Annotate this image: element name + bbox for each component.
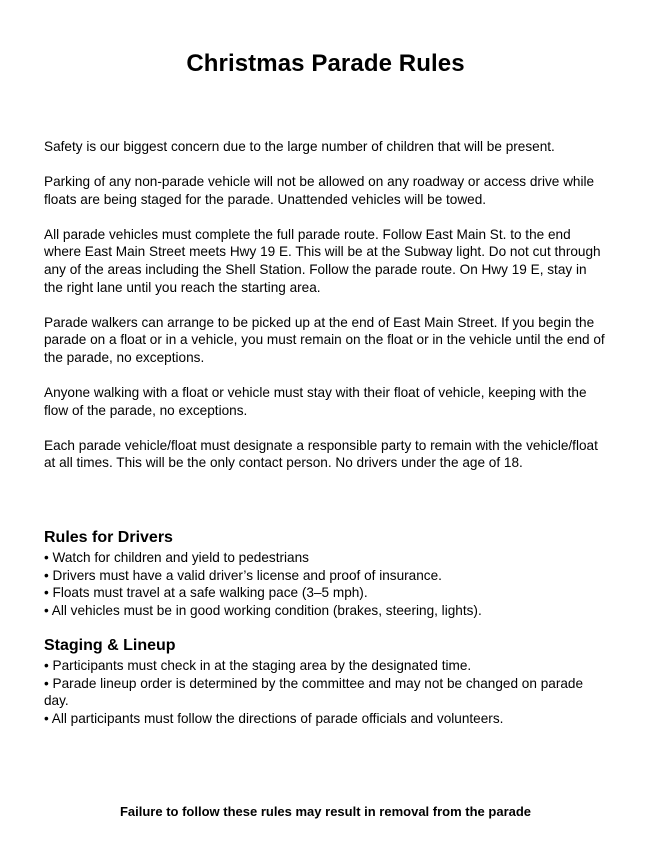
paragraph-route: All parade vehicles must complete the full parade route. Follow East Main St. to the end where East Main Street meets Hwy 19 E. This will be at the Subway light. Do not cut through any of the areas including the Shell Station. Follow the parade route. On Hwy 19 E, stay in the right lane until you reach the starting area.	[44, 226, 601, 295]
footer-warning: Failure to follow these rules may result in removal from the parade	[119, 804, 532, 819]
drivers-section	[44, 528, 607, 619]
bullet-icon: •	[44, 710, 49, 726]
paragraph-responsible-party: Each parade vehicle/float must designate a responsible party to remain with the vehicle/float at all times. This will be the only contact person. No drivers under the age of 18.	[44, 437, 598, 471]
staging-heading: Staging & Lineup	[44, 637, 176, 654]
rules-body	[44, 138, 607, 489]
list-item-text: All vehicles must be in good working condition (brakes, steering, lights).	[51, 602, 482, 618]
list-item-text: All participants must follow the directions of parade officials and volunteers.	[51, 710, 504, 726]
paragraph-parking: Parking of any non-parade vehicle will not be allowed on any roadway or access drive while floats are being staged for the parade. Unattended vehicles will be towed.	[44, 174, 595, 207]
list-item-text: Participants must check in at the staging area by the designated time.	[52, 658, 472, 673]
drivers-rule-list	[44, 549, 607, 619]
list-item-text: Drivers must have a valid driver’s license and proof of insurance.	[52, 567, 442, 583]
page-title: Christmas Parade Rules	[186, 50, 465, 77]
paragraph-walkers: Parade walkers can arrange to be picked up at the end of East Main Street. If you begin the parade on a float or in a vehicle, you must remain on the float or in the vehicle until the end of the parade, no exceptions.	[44, 314, 605, 365]
list-item	[44, 549, 607, 567]
list-item	[44, 657, 607, 675]
list-item	[44, 602, 607, 620]
bullet-icon: •	[44, 675, 49, 691]
list-item	[44, 710, 607, 728]
bullet-icon: •	[44, 550, 49, 565]
bullet-icon: •	[44, 585, 49, 601]
paragraph-walking-with-float: Anyone walking with a float or vehicle must stay with their float of vehicle, keeping with the flow of the parade, no exceptions.	[44, 384, 587, 418]
list-item-text: Floats must travel at a safe walking pace (3–5 mph).	[52, 585, 368, 601]
staging-section	[44, 636, 607, 727]
list-item	[44, 584, 607, 602]
list-item	[44, 675, 607, 710]
paragraph-safety: Safety is our biggest concern due to the large number of children that will be present.	[44, 139, 555, 154]
bullet-icon: •	[44, 567, 49, 583]
bullet-icon: •	[44, 658, 49, 673]
drivers-heading: Rules for Drivers	[44, 529, 173, 546]
bullet-icon: •	[44, 602, 49, 618]
list-item-text: Watch for children and yield to pedestrians	[52, 550, 309, 565]
list-item	[44, 567, 607, 585]
list-item-text: Parade lineup order is determined by the committee and may not be changed on parade day.	[44, 675, 584, 709]
staging-rule-list	[44, 657, 607, 727]
